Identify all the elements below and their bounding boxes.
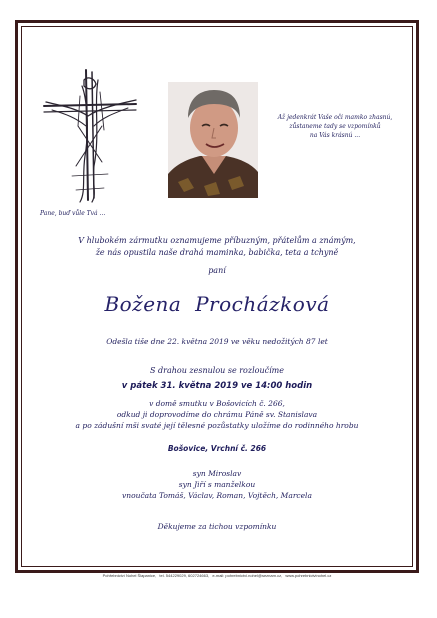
family-line: syn Miroslav bbox=[192, 469, 242, 478]
quote-line: na Vás krásnú ... bbox=[309, 132, 361, 139]
ceremony-details bbox=[21, 398, 413, 431]
mourning-family bbox=[21, 468, 413, 501]
family-line: syn Jiří s manželkou bbox=[178, 480, 256, 489]
intro-line: V hlubokém zármutku oznamujeme příbuzným, přátelům a známým, bbox=[78, 236, 356, 245]
cross-caption: Pane, buď vůle Tvá ... bbox=[40, 210, 106, 217]
footer-web-link[interactable]: www.pohrebnictvinohel.cz bbox=[285, 573, 332, 578]
quote-line: zůstaneme tady se vzpomínků bbox=[289, 123, 381, 130]
footer-phones: tel. 544229029, 602724663, bbox=[159, 573, 210, 578]
death-notice: Odešla tiše dne 22. května 2019 ve věku nedožitých 87 let bbox=[106, 337, 328, 346]
footer-email: e-mail: pohrebnictvi.nohel@seznam.cz, bbox=[212, 573, 283, 578]
intro-line: že nás opustila naše drahá maminka, babička, teta a tchyně bbox=[95, 248, 339, 257]
ceremony-line: v domě smutku v Bošovicích č. 266, bbox=[149, 399, 285, 408]
family-line: vnoučata Tomáš, Václav, Roman, Vojtěch, Marcela bbox=[122, 491, 312, 500]
ceremony-line: a po zádušní mši svaté její tělesné pozůstatky uložíme do rodinného hrobu bbox=[75, 421, 359, 430]
home-address: Bošovice, Vrchní č. 266 bbox=[167, 444, 267, 453]
farewell-line: S drahou zesnulou se rozloučíme bbox=[150, 366, 284, 375]
funeral-date: v pátek 31. května 2019 ve 14:00 hodin bbox=[121, 381, 313, 391]
announcement-intro bbox=[21, 235, 413, 259]
crucifix-icon bbox=[42, 66, 138, 204]
memorial-quote bbox=[270, 113, 400, 140]
ceremony-line: odkud ji doprovodíme do chrámu Páně sv. Stanislava bbox=[116, 410, 318, 419]
title-pani: paní bbox=[208, 266, 226, 275]
quote-line: Až jedenkrát Vaše oči mamko zhasnú, bbox=[277, 114, 393, 121]
portrait-photo bbox=[168, 82, 258, 198]
thanks-line: Děkujeme za tichou vzpomínku bbox=[157, 522, 277, 531]
footer-company: Pohřebnictví Nohel Šlapanice, bbox=[102, 573, 157, 578]
funeral-home-footer bbox=[21, 573, 413, 578]
deceased-name: Božena Procházková bbox=[104, 292, 330, 316]
